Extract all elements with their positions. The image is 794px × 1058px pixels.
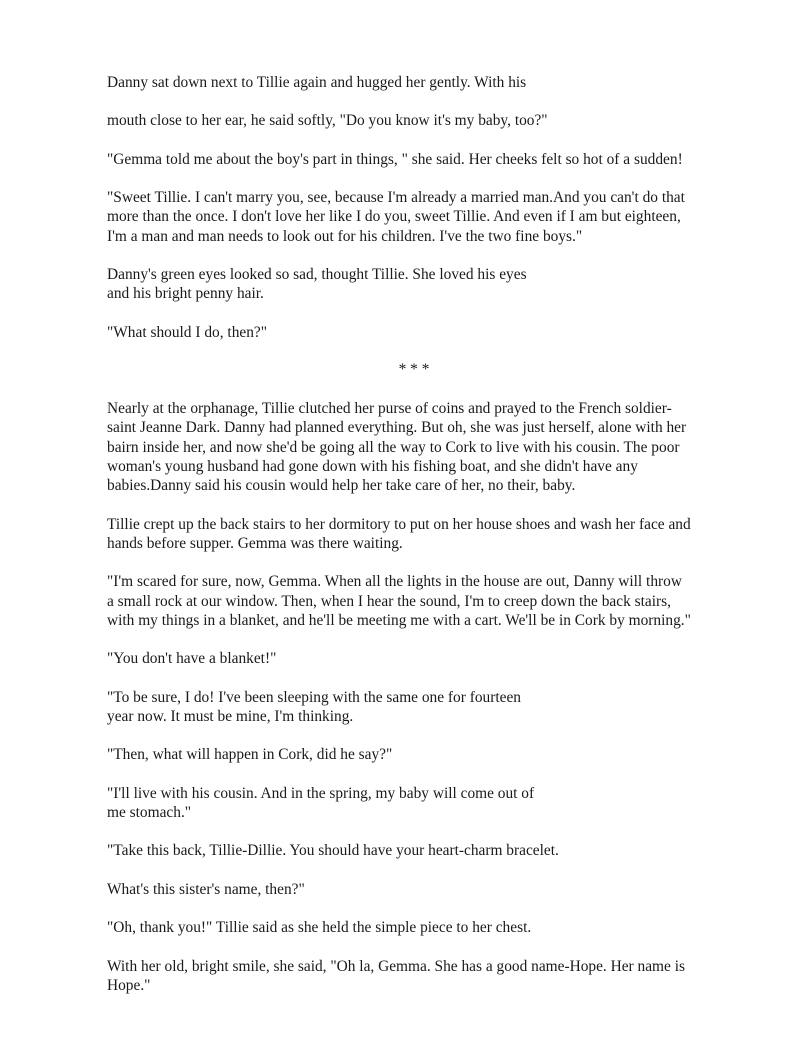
text-line: What's this sister's name, then?"	[107, 881, 305, 898]
section-break: * * *	[398, 361, 430, 378]
text-line: "Then, what will happen in Cork, did he say?"	[107, 746, 393, 763]
text-line: Nearly at the orphanage, Tillie clutched her purse of coins and prayed to the French soldier-	[107, 400, 672, 417]
text-line: mouth close to her ear, he said softly, "Do you know it's my baby, too?"	[107, 112, 548, 129]
text-line: "Oh, thank you!" Tillie said as she held the simple piece to her chest.	[107, 919, 532, 936]
text-line: year now. It must be mine, I'm thinking.	[107, 708, 354, 725]
text-line: more than the once. I don't love her like I do you, sweet Tillie. And even if I am but eighteen,	[107, 208, 681, 225]
text-line: Tillie crept up the back stairs to her dormitory to put on her house shoes and wash her face and	[107, 516, 691, 533]
text-line: I'm a man and man needs to look out for his children. I've the two fine boys."	[107, 228, 583, 245]
text-line: Danny sat down next to Tillie again and hugged her gently. With his	[107, 74, 527, 91]
text-line: "I'll live with his cousin. And in the spring, my baby will come out of	[107, 785, 535, 802]
text-line: me stomach."	[107, 804, 192, 821]
text-line: bairn inside her, and now she'd be going all the way to Cork to live with his cousin. The poor	[107, 439, 680, 456]
text-line: Danny's green eyes looked so sad, thought Tillie. She loved his eyes	[107, 266, 527, 283]
text-line: with my things in a blanket, and he'll be meeting me with a cart. We'll be in Cork by morning."	[107, 612, 691, 629]
text-line: "To be sure, I do! I've been sleeping with the same one for fourteen	[107, 689, 521, 706]
text-line: "Take this back, Tillie-Dillie. You should have your heart-charm bracelet.	[107, 842, 559, 859]
text-line: "You don't have a blanket!"	[107, 650, 277, 667]
text-line: and his bright penny hair.	[107, 285, 264, 302]
text-line: "What should I do, then?"	[107, 324, 268, 341]
text-line: Hope."	[107, 977, 151, 994]
text-line: With her old, bright smile, she said, "Oh la, Gemma. She has a good name-Hope. Her name is	[107, 958, 685, 975]
text-line: saint Jeanne Dark. Danny had planned everything. But oh, she was just herself, alone with her	[107, 419, 687, 436]
text-line: woman's young husband had gone down with his fishing boat, and she didn't have any	[107, 458, 638, 475]
text-line: "Sweet Tillie. I can't marry you, see, because I'm already a married man.And you can't do that	[107, 189, 685, 206]
text-line: hands before supper. Gemma was there waiting.	[107, 535, 403, 552]
text-line: "Gemma told me about the boy's part in things, " she said. Her cheeks felt so hot of a sudden!	[107, 151, 683, 168]
text-line: babies.Danny said his cousin would help her take care of her, no their, baby.	[107, 477, 576, 494]
text-line: "I'm scared for sure, now, Gemma. When all the lights in the house are out, Danny will throw	[107, 573, 682, 590]
text-line: a small rock at our window. Then, when I hear the sound, I'm to creep down the back stairs,	[107, 593, 671, 610]
